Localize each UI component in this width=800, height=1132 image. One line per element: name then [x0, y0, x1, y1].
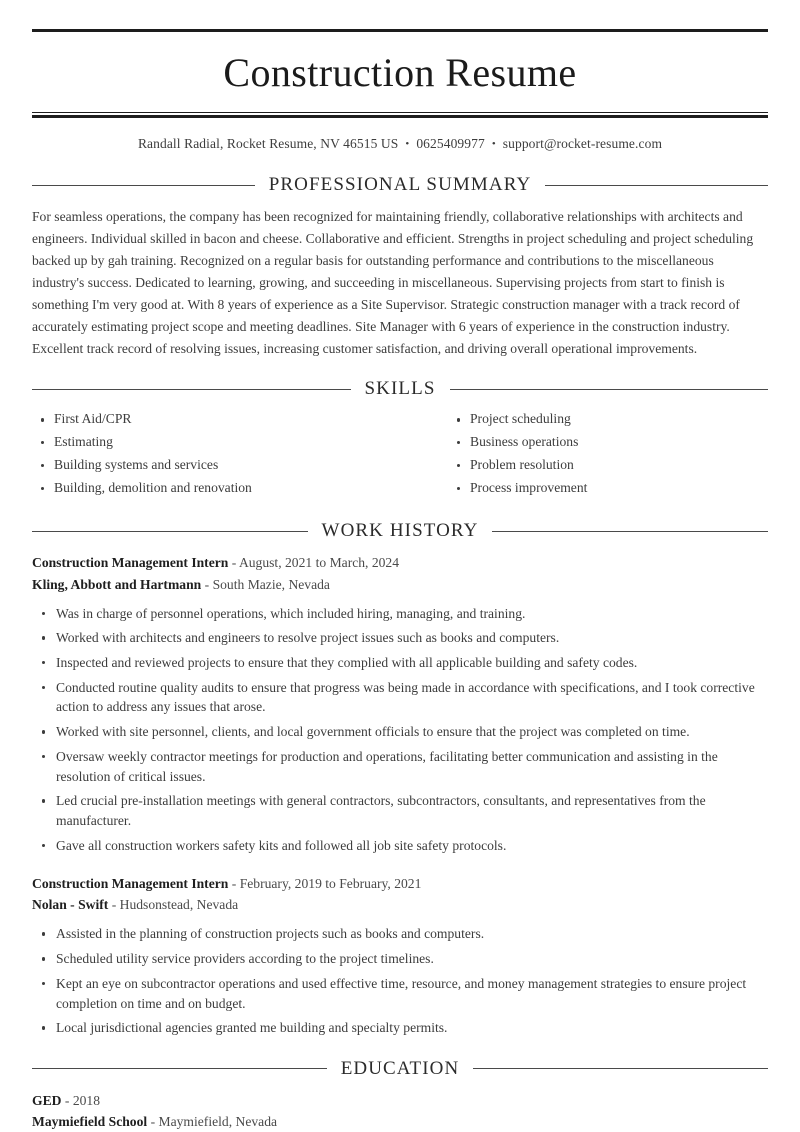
education-school: Maymiefield School: [32, 1114, 148, 1130]
list-item: [32, 479, 400, 497]
heading-rule-left: [32, 389, 351, 390]
responsibility-text: Kept an eye on subcontractor operations and used effective time, resource, and money management strategies to ensure project completion on time and on budget.: [56, 975, 747, 1011]
work-history-entry: [32, 552, 768, 855]
responsibility-text: Worked with site personnel, clients, and local government officials to ensure that the project was completed on time.: [56, 724, 690, 740]
job-separator: -: [111, 897, 117, 913]
section-heading-professional-summary: [32, 174, 768, 196]
heading-rule-right: [492, 531, 768, 532]
list-item: [32, 678, 768, 717]
list-item: [32, 653, 768, 673]
job-separator: -: [231, 876, 237, 892]
education-entry: [32, 1090, 768, 1132]
job-location: South Mazie, Nevada: [212, 576, 330, 592]
heading-rule-right: [545, 185, 768, 186]
list-item: [32, 456, 400, 474]
list-item: [32, 722, 768, 742]
resume-page: [0, 29, 800, 1130]
contact-email[interactable]: support@rocket-resume.com: [502, 136, 663, 151]
section-title: PROFESSIONAL SUMMARY: [268, 174, 532, 195]
education-separator: -: [150, 1114, 156, 1130]
skill-label: Project scheduling: [470, 411, 571, 427]
skill-label: Process improvement: [470, 479, 588, 495]
heading-rule-right: [473, 1068, 768, 1069]
list-item: [32, 791, 768, 830]
skill-label: Estimating: [54, 433, 113, 449]
job-dates: August, 2021 to March, 2024: [238, 555, 400, 571]
contact-address: Randall Radial, Rocket Resume, NV 46515 US: [137, 136, 399, 151]
job-location: Hudsonstead, Nevada: [119, 897, 239, 913]
list-item: [32, 747, 768, 786]
section-professional-summary: [32, 174, 768, 360]
skill-label: First Aid/CPR: [54, 411, 132, 427]
job-separator: -: [231, 555, 237, 571]
skill-label: Building, demolition and renovation: [54, 479, 252, 495]
section-heading-skills: [32, 378, 768, 400]
resume-header: [32, 29, 768, 152]
list-item: [32, 433, 400, 451]
responsibility-text: Oversaw weekly contractor meetings for production and operations, facilitating better communication and assisting in the resolution of critical issues.: [56, 748, 718, 784]
section-heading-education: [32, 1058, 768, 1080]
education-location: Maymiefield, Nevada: [158, 1114, 278, 1130]
skills-list-right: [448, 410, 768, 497]
list-item: [448, 456, 768, 474]
contact-line: [32, 118, 768, 152]
job-company: Kling, Abbott and Hartmann: [32, 576, 202, 592]
job-responsibilities: [32, 924, 768, 1038]
heading-rule-left: [32, 1068, 327, 1069]
responsibility-text: Assisted in the planning of construction projects such as books and computers.: [56, 926, 485, 942]
skills-column-left: [32, 410, 400, 501]
section-education: [32, 1058, 768, 1132]
responsibility-text: Led crucial pre-installation meetings with general contractors, subcontractors, consultants, and representatives from the manufacturer.: [56, 793, 706, 828]
job-company: Nolan - Swift: [32, 897, 109, 913]
responsibility-text: Conducted routine quality audits to ensure that progress was being made in accordance with specifications, and I took corrective action to address any issues that arose.: [56, 679, 755, 715]
list-item: [32, 924, 768, 944]
education-degree-line: [32, 1090, 768, 1111]
list-item: [448, 410, 768, 428]
job-title: Construction Management Intern: [32, 555, 229, 571]
skills-column-right: [400, 410, 768, 501]
job-company-line: [32, 574, 768, 595]
responsibility-text: Worked with architects and engineers to resolve project issues such as books and computers.: [56, 630, 560, 646]
job-dates: February, 2019 to February, 2021: [239, 876, 422, 892]
job-responsibilities: [32, 604, 768, 856]
skill-label: Building systems and services: [54, 456, 219, 472]
education-school-line: [32, 1111, 768, 1132]
heading-rule-left: [32, 531, 308, 532]
skill-label: Business operations: [470, 433, 579, 449]
responsibility-text: Local jurisdictional agencies granted me building and specialty permits.: [56, 1020, 448, 1036]
skills-list-left: [32, 410, 400, 497]
list-item: [32, 1018, 768, 1038]
skills-columns: [32, 410, 768, 501]
contact-separator-1: •: [405, 138, 410, 150]
responsibility-text: Was in charge of personnel operations, which included hiring, managing, and training.: [56, 605, 526, 621]
responsibility-text: Inspected and reviewed projects to ensure that they complied with all applicable building and safety codes.: [56, 655, 638, 671]
list-item: [32, 628, 768, 648]
skill-label: Problem resolution: [470, 456, 574, 472]
education-separator: -: [64, 1092, 70, 1108]
section-heading-work-history: [32, 520, 768, 542]
education-degree: GED: [32, 1092, 62, 1108]
list-item: [32, 974, 768, 1013]
section-title: SKILLS: [364, 378, 436, 400]
contact-separator-2: •: [491, 138, 496, 150]
summary-text: For seamless operations, the company has been recognized for maintaining friendly, collaborative relationships with architects and engineers. Individual skilled in bacon and cheese. Collaborative and efficient. Strengths in project scheduling and project scheduling backed up by gah training. Recognized on a regular basis for outstanding performance and contributions to the miscellaneous industry's success. Dedicated to learning, growing, and succeeding in miscellaneous. Supervising projects from start to finish is something I'm very good at. With 8 years of experience as a Site Supervisor. Strategic construction manager with a track record of accurately estimating project scope and meeting deadlines. Site Manager with 6 years of experience in the construction industry. Excellent track record of resolving issues, increasing customer satisfaction, and driving overall operational improvements.: [32, 209, 754, 357]
responsibility-text: Gave all construction workers safety kits and followed all job site safety protocols.: [56, 837, 507, 853]
work-history-entry: [32, 873, 768, 1038]
page-title: Construction Resume: [223, 50, 577, 95]
list-item: [32, 949, 768, 969]
section-title: WORK HISTORY: [321, 520, 479, 542]
job-title-line: [32, 873, 768, 894]
list-item: [32, 604, 768, 624]
list-item: [448, 479, 768, 497]
job-company-line: [32, 894, 768, 915]
education-year: 2018: [72, 1092, 100, 1108]
section-title: EDUCATION: [340, 1057, 460, 1079]
heading-rule-right: [450, 389, 769, 390]
list-item: [32, 836, 768, 856]
contact-phone: 0625409977: [416, 136, 485, 151]
responsibility-text: Scheduled utility service providers according to the project timelines.: [56, 951, 434, 967]
section-skills: [32, 378, 768, 501]
job-title: Construction Management Intern: [32, 876, 229, 892]
list-item: [32, 410, 400, 428]
job-separator: -: [204, 576, 210, 592]
job-title-line: [32, 552, 768, 573]
heading-rule-left: [32, 185, 255, 186]
list-item: [448, 433, 768, 451]
section-work-history: [32, 520, 768, 1038]
